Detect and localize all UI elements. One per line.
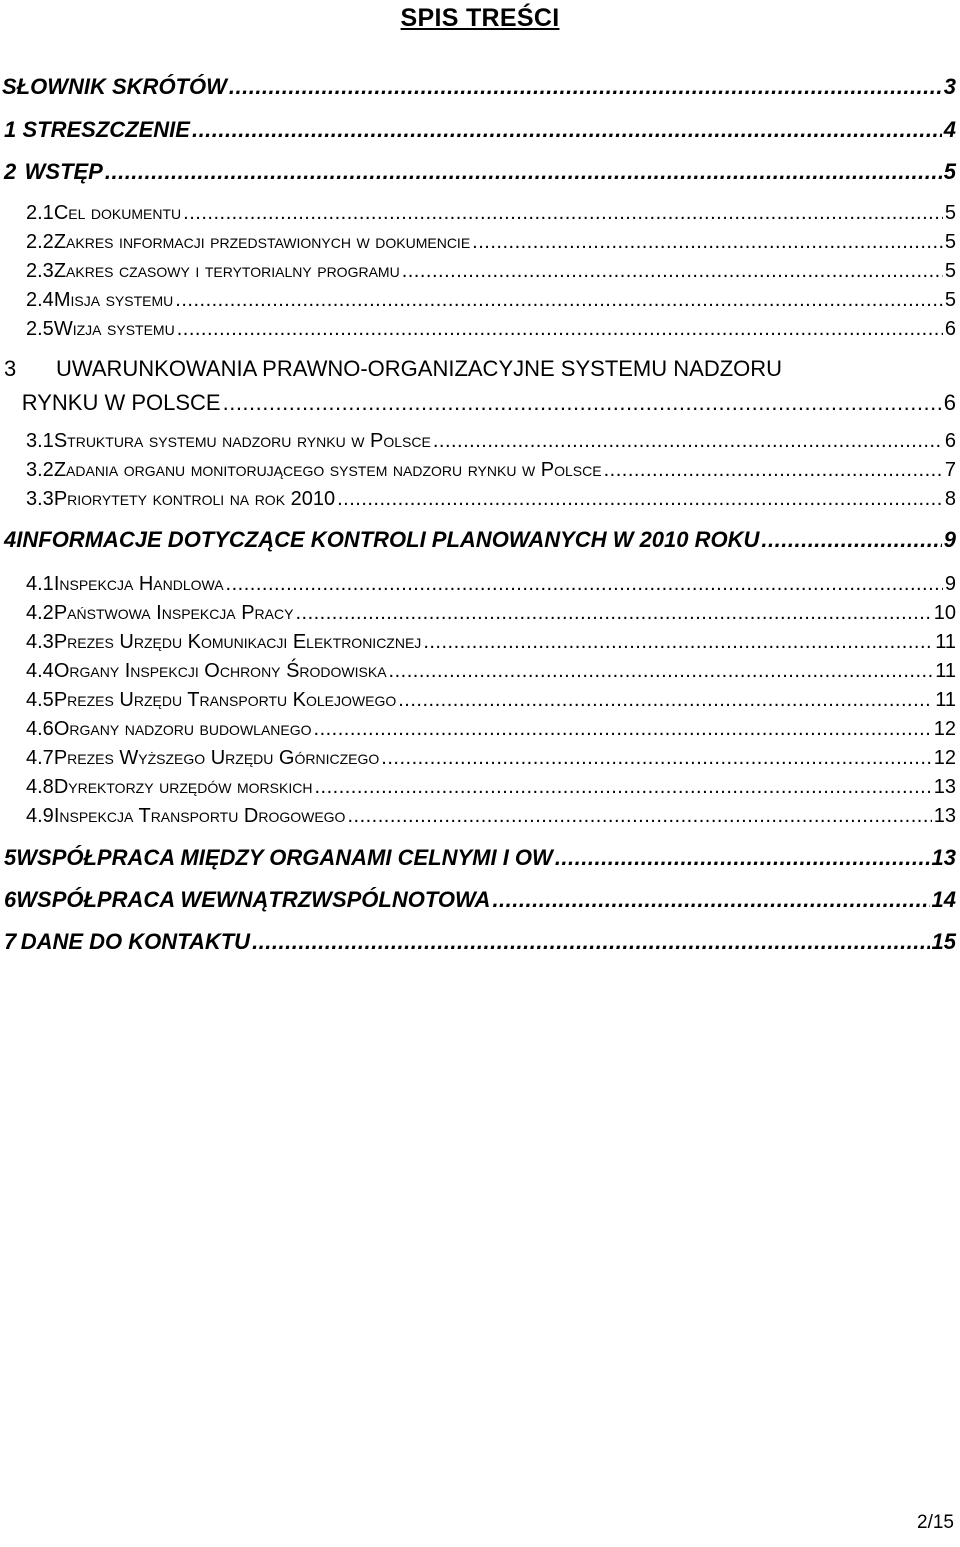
- page-number: 2/15: [917, 1512, 954, 1533]
- toc-entry-abbreviations[interactable]: [0, 74, 956, 100]
- toc-entry-2-5[interactable]: [0, 318, 956, 341]
- toc-entry-page: 7: [944, 459, 956, 481]
- dot-leader: [423, 631, 933, 654]
- toc-entry-page: 5: [944, 231, 956, 253]
- toc-entry-label: Zadania organu monitorującego system nadzoru rynku w Polsce: [53, 459, 602, 481]
- toc-entry-number: 4.1: [26, 573, 54, 595]
- toc-entry-label: Inspekcja Transportu Drogowego: [53, 805, 346, 827]
- toc-entry-4-8[interactable]: [0, 776, 956, 799]
- toc-entry-2-2[interactable]: [0, 231, 956, 254]
- dot-leader: [177, 318, 943, 341]
- dot-leader: [761, 527, 941, 553]
- dot-leader: [347, 805, 931, 828]
- toc-entry-label: Prezes Urzędu Komunikacji Elektronicznej: [53, 631, 422, 653]
- dot-leader: [555, 845, 930, 871]
- toc-entry-number: 5: [4, 845, 17, 870]
- toc-entry-number: 4.4: [26, 660, 54, 682]
- toc-entry-page: 3: [943, 74, 956, 99]
- toc-entry-label: STRESZCZENIE: [22, 117, 190, 142]
- toc-entry-page: 4: [943, 117, 956, 142]
- toc-entry-4-6[interactable]: [0, 718, 956, 741]
- dot-leader: [226, 573, 943, 596]
- toc-entry-4[interactable]: [0, 527, 956, 553]
- dot-leader: [398, 689, 933, 712]
- toc-entry-number: 4.8: [26, 776, 54, 798]
- dot-leader: [192, 117, 942, 143]
- toc-entry-page: 15: [931, 929, 956, 954]
- dot-leader: [183, 202, 943, 225]
- dot-leader: [381, 747, 931, 770]
- toc-entry-number: 4: [4, 527, 17, 552]
- dot-leader: [229, 74, 942, 100]
- toc-entry-label: Misja systemu: [53, 289, 174, 311]
- toc-entry-3-3[interactable]: [0, 488, 956, 511]
- toc-entry-page: 11: [935, 631, 956, 653]
- dot-leader: [402, 260, 943, 283]
- dot-leader: [314, 776, 931, 799]
- toc-entry-4-4[interactable]: [0, 660, 956, 683]
- toc-entry-page: 14: [931, 887, 956, 912]
- toc-entry-label: Organy Inspekcji Ochrony Środowiska: [53, 660, 387, 682]
- toc-entry-3-1[interactable]: [0, 430, 956, 453]
- toc-entry-5[interactable]: [0, 845, 956, 871]
- toc-entry-3[interactable]: [0, 356, 956, 382]
- dot-leader: [175, 289, 943, 312]
- dot-leader: [604, 459, 943, 482]
- toc-entry-7[interactable]: [0, 929, 956, 955]
- toc-entry-number: 2.1: [26, 202, 54, 224]
- toc-entry-label: WSPÓŁPRACA MIĘDZY ORGANAMI CELNYMI I OW: [16, 845, 553, 870]
- toc-entry-number: 7: [4, 929, 17, 954]
- toc-entry-1[interactable]: [0, 117, 956, 143]
- toc-entry-page: 5: [944, 289, 956, 311]
- toc-entry-label: Organy nadzoru budowlanego: [53, 718, 312, 740]
- toc-entry-number: 4.5: [26, 689, 54, 711]
- toc-entry-number: 1: [4, 117, 17, 142]
- toc-entry-label: Prezes Urzędu Transportu Kolejowego: [53, 689, 397, 711]
- toc-entry-number: 2.5: [26, 318, 54, 340]
- toc-entry-number: 4.2: [26, 602, 54, 624]
- toc-entry-6[interactable]: [0, 887, 956, 913]
- toc-entry-number: 3.1: [26, 430, 54, 452]
- toc-entry-label: Inspekcja Handlowa: [53, 573, 224, 595]
- toc-entry-number: 3: [4, 356, 17, 381]
- toc-entry-label: WSTĘP: [24, 159, 103, 184]
- toc-entry-4-9[interactable]: [0, 805, 956, 828]
- toc-entry-label: UWARUNKOWANIA PRAWNO-ORGANIZACYJNE SYSTEMU NADZORU: [56, 356, 783, 381]
- toc-entry-number: 2.2: [26, 231, 54, 253]
- toc-entry-2[interactable]: [0, 159, 956, 185]
- toc-entry-page: 5: [943, 159, 956, 184]
- toc-entry-page: 9: [943, 527, 956, 552]
- toc-entry-label: RYNKU W POLSCE: [21, 390, 221, 415]
- toc-entry-label: WSPÓŁPRACA WEWNĄTRZWSPÓLNOTOWA: [16, 887, 491, 912]
- toc-entry-page: 13: [933, 805, 956, 827]
- toc-entry-label: SŁOWNIK SKRÓTÓW: [2, 74, 227, 99]
- toc-entry-number: 4.3: [26, 631, 54, 653]
- toc-entry-2-4[interactable]: [0, 289, 956, 312]
- toc-entry-label: Priorytety kontroli na rok 2010: [53, 488, 336, 510]
- toc-entry-page: 13: [933, 776, 956, 798]
- toc-entry-page: 12: [933, 718, 956, 740]
- toc-entry-number: 4.7: [26, 747, 54, 769]
- toc-entry-label: Państwowa Inspekcja Pracy: [53, 602, 294, 624]
- toc-entry-label: Cel dokumentu: [53, 202, 182, 224]
- toc-entry-page: 8: [944, 488, 956, 510]
- toc-entry-4-5[interactable]: [0, 689, 956, 712]
- dot-leader: [295, 602, 931, 625]
- toc-entry-page: 6: [944, 318, 956, 340]
- toc-entry-number: 3.2: [26, 459, 54, 481]
- toc-entry-number: 2.3: [26, 260, 54, 282]
- toc-entry-page: 5: [944, 260, 956, 282]
- toc-entry-4-1[interactable]: [0, 573, 956, 596]
- toc-entry-label: Prezes Wyższego Urzędu Górniczego: [53, 747, 380, 769]
- toc-entry-label: Dyrektorzy urzędów morskich: [53, 776, 313, 798]
- toc-entry-page: 12: [933, 747, 956, 769]
- toc-entry-page: 13: [931, 845, 956, 870]
- toc-entry-4-3[interactable]: [0, 631, 956, 654]
- dot-leader: [314, 718, 932, 741]
- toc-entry-label: DANE DO KONTAKTU: [20, 929, 251, 954]
- toc-entry-label: Struktura systemu nadzoru rynku w Polsce: [53, 430, 431, 452]
- dot-leader: [433, 430, 943, 453]
- toc-entry-number: 6: [4, 887, 17, 912]
- toc-entry-label: Wizja systemu: [53, 318, 175, 340]
- dot-leader: [105, 159, 942, 185]
- toc-entry-page: 6: [944, 430, 956, 452]
- toc-entry-page: 11: [935, 660, 956, 682]
- toc-entry-page: 6: [943, 390, 956, 415]
- toc-entry-page: 5: [944, 202, 956, 224]
- dot-leader: [223, 390, 942, 416]
- toc-entry-number: 2.4: [26, 289, 54, 311]
- toc-entry-3-continued[interactable]: [0, 390, 956, 416]
- toc-entry-page: 9: [944, 573, 956, 595]
- toc-entry-2-1[interactable]: [0, 202, 956, 225]
- toc-entry-number: 4.9: [26, 805, 54, 827]
- toc-entry-4-2[interactable]: [0, 602, 956, 625]
- toc-entry-3-2[interactable]: [0, 459, 956, 482]
- toc-entry-number: 4.6: [26, 718, 54, 740]
- dot-leader: [472, 231, 943, 254]
- toc-entry-label: INFORMACJE DOTYCZĄCE KONTROLI PLANOWANYCH W 2010 ROKU: [16, 527, 760, 552]
- toc-entry-4-7[interactable]: [0, 747, 956, 770]
- dot-leader: [389, 660, 934, 683]
- toc-entry-2-3[interactable]: [0, 260, 956, 283]
- toc-entry-label: Zakres informacji przedstawionych w dokumencie: [53, 231, 471, 253]
- toc-entry-number: 2: [4, 159, 17, 184]
- toc-entry-page: 11: [935, 689, 956, 711]
- toc-title: SPIS TREŚCI: [400, 4, 560, 32]
- dot-leader: [252, 929, 929, 955]
- dot-leader: [492, 887, 929, 913]
- toc-entry-page: 10: [933, 602, 956, 624]
- toc-entry-number: 3.3: [26, 488, 54, 510]
- dot-leader: [337, 488, 943, 511]
- toc-entry-label: Zakres czasowy i terytorialny programu: [53, 260, 400, 282]
